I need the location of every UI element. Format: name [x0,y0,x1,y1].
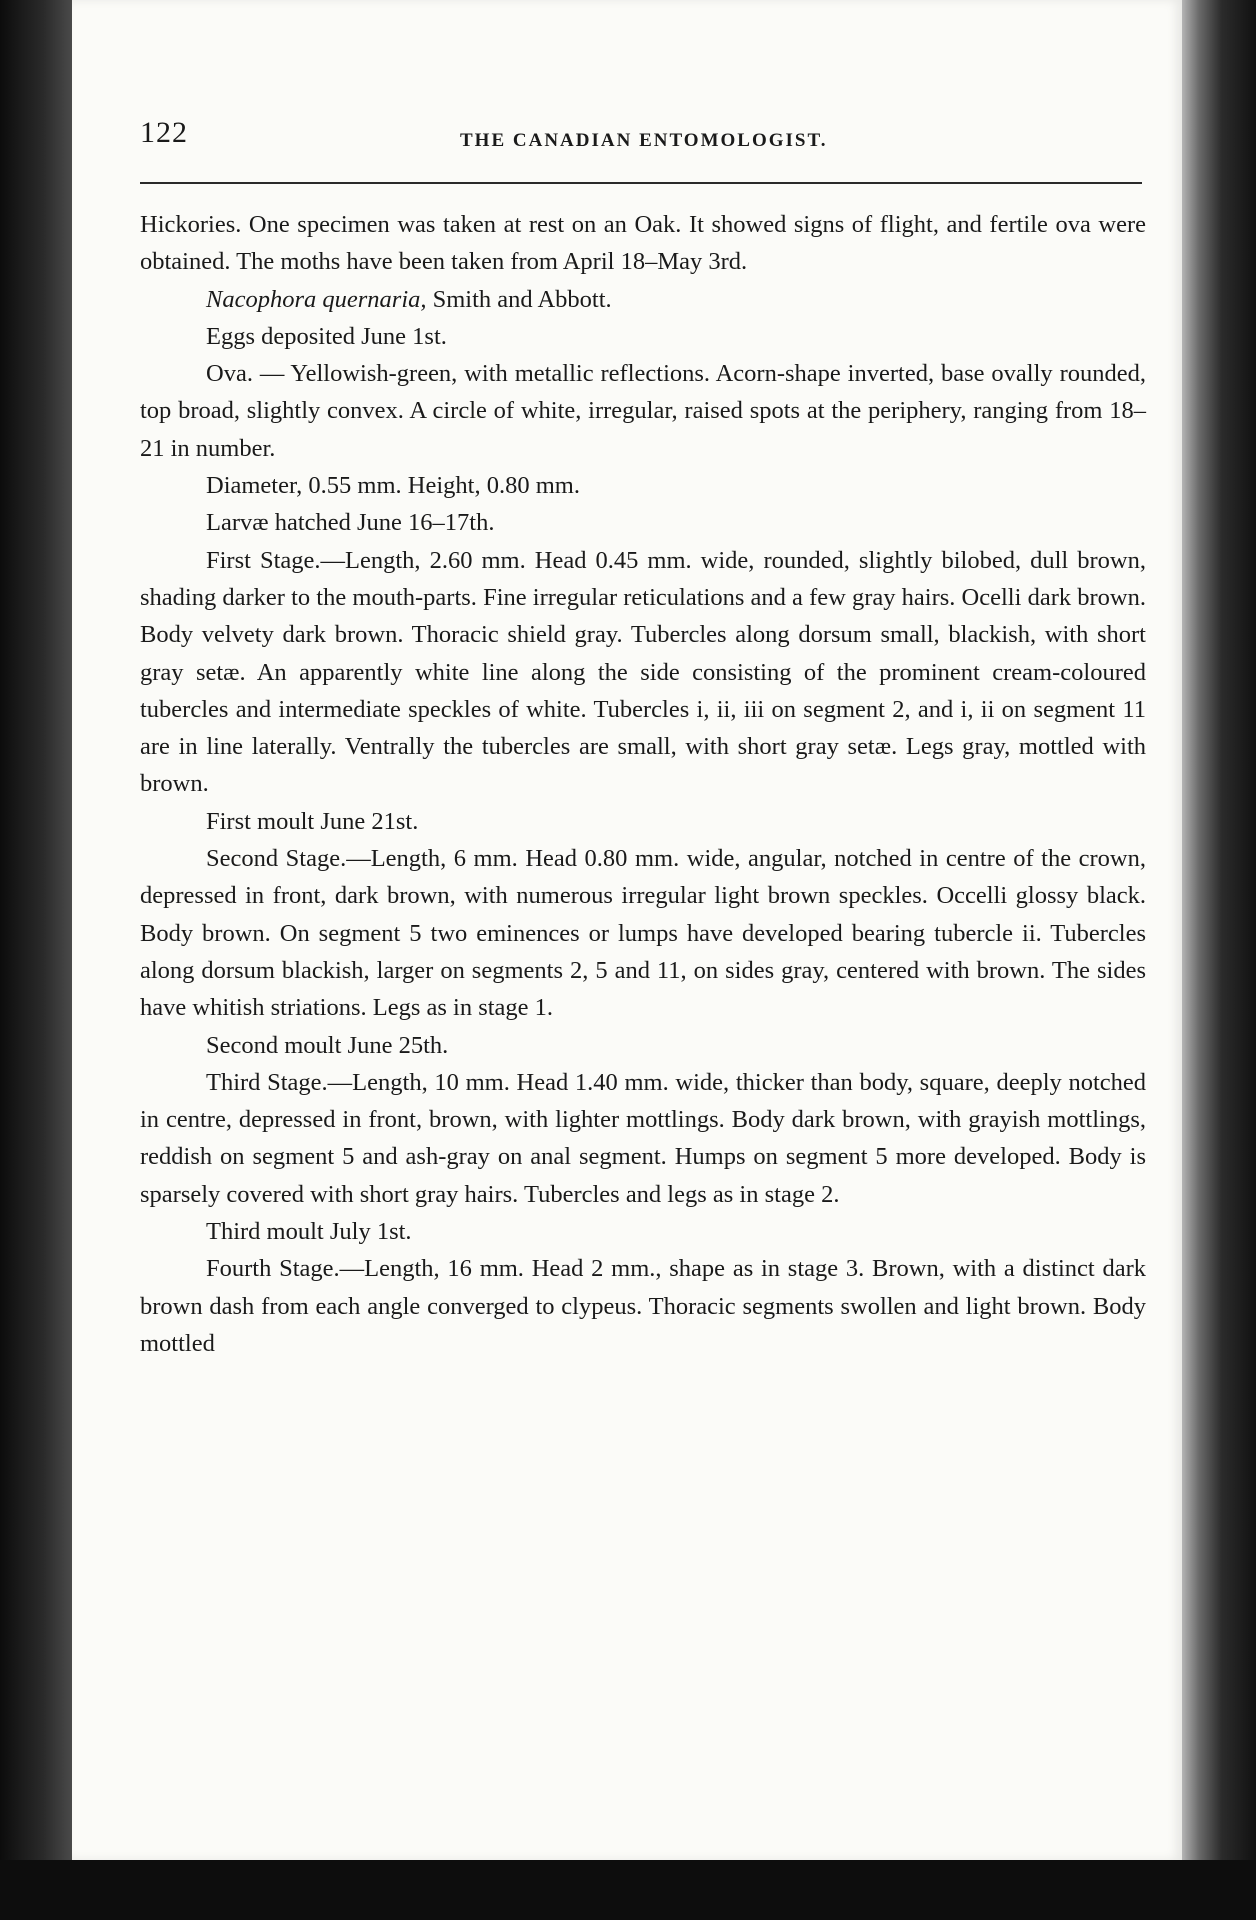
scan-bottom-edge [0,1860,1256,1920]
paragraph-third-stage: Third Stage.—Length, 10 mm. Head 1.40 mm. wide, thicker than body, square, deeply notched in centre, depressed in front, brown, with lighter mottlings. Body dark brown, with grayish mottlings, reddish on segment 5 and ash-gray on anal segment. Humps on segment 5 more developed. Body is sparsely covered with short gray hairs. Tubercles and legs as in stage 2. [140,1068,1146,1208]
header-rule [140,182,1142,184]
paragraph-eggs: Eggs deposited June 1st. [206,322,447,350]
paragraph-third-moult: Third moult July 1st. [206,1218,412,1246]
paragraph-first-moult: First moult June 21st. [206,807,419,835]
paragraph-second-stage: Second Stage.—Length, 6 mm. Head 0.80 mm. wide, angular, notched in centre of the crown, depressed in front, dark brown, with numerous irregular light brown speckles. Occelli glossy black. Body brown. On segment 5 two eminences or lumps have developed bearing tubercle ii. Tubercles along dorsum blackish, larger on segments 2, 5 and 11, on sides gray, centered with brown. The sides have whitish striations. Legs as in stage 1. [140,845,1146,1022]
paragraph-second-moult: Second moult June 25th. [206,1031,449,1059]
running-head: THE CANADIAN ENTOMOLOGIST. [460,130,828,151]
page-header [140,116,1142,156]
page-number: 122 [140,116,188,149]
body-text [140,206,1146,1362]
paragraph-first-stage: First Stage.—Length, 2.60 mm. Head 0.45 mm. wide, rounded, slightly bilobed, dull brown, shading darker to the mouth-parts. Fine irregular reticulations and a few gray hairs. Ocelli dark brown. Body velvety dark brown. Thoracic shield gray. Tubercles along dorsum small, blackish, with short gray setæ. An apparently white line along the side consisting of the prominent cream-coloured tubercles and intermediate speckles of white. Tubercles i, ii, iii on segment 2, and i, ii on segment 11 are in line laterally. Ventrally the tubercles are small, with short gray setæ. Legs gray, mottled with brown. [140,546,1146,798]
paragraph-ova: Ova. — Yellowish-green, with metallic reflections. Acorn-shape inverted, base ovally rounded, top broad, slightly convex. A circle of white, irregular, raised spots at the periphery, ranging from 18–21 in number. [140,360,1146,462]
paragraph-hatched: Larvæ hatched June 16–17th. [206,509,495,537]
paragraph-continuation: Hickories. One specimen was taken at rest on an Oak. It showed signs of flight, and fertile ova were obtained. The moths have been taken from April 18–May 3rd. [140,211,1146,276]
paragraph-measurements: Diameter, 0.55 mm. Height, 0.80 mm. [206,472,580,500]
species-authors: Smith and Abbott. [426,285,612,313]
paragraph-fourth-stage: Fourth Stage.—Length, 16 mm. Head 2 mm., shape as in stage 3. Brown, with a distinct dark brown dash from each angle converged to clypeus. Thoracic segments swollen and light brown. Body mottled [140,1255,1146,1357]
paragraph-species-heading [140,281,1146,318]
scan-left-edge [0,0,72,1920]
scan-right-edge [1180,0,1256,1920]
species-name: Nacophora quernaria, [206,285,427,313]
